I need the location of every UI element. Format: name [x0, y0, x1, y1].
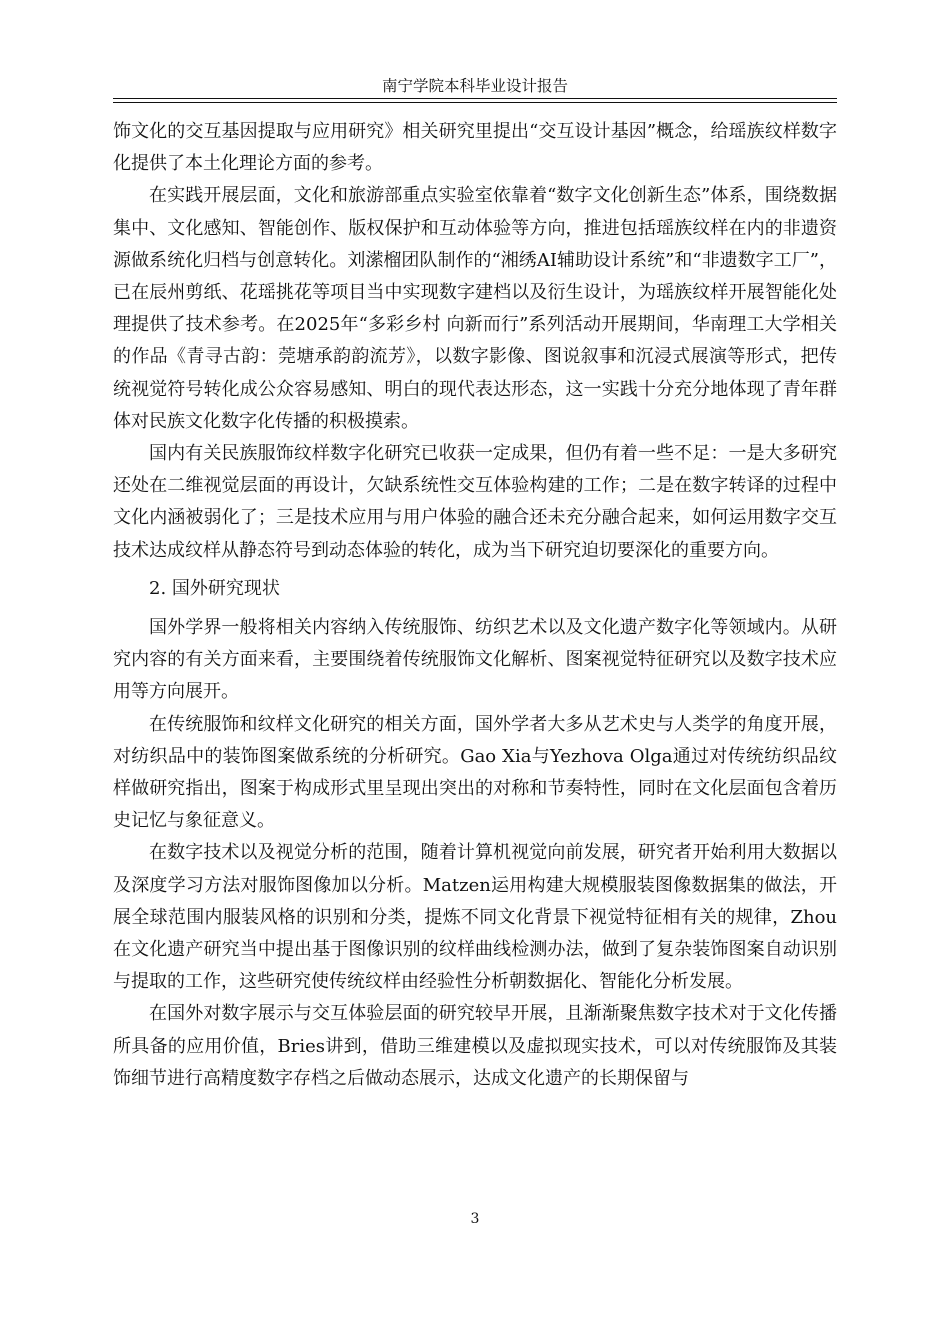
paragraph: 在国外对数字展示与交互体验层面的研究较早开展，且渐渐聚焦数字技术对于文化传播所具备的应用价值，Bries讲到，借助三维建模以及虚拟现实技术，可以对传统服饰及其装饰细节进行高精度数字存档之后做动态展示，达成文化遗产的长期保留与 — [113, 1003, 837, 1089]
page-number: 3 — [470, 1211, 480, 1227]
paragraph: 国内有关民族服饰纹样数字化研究已收获一定成果，但仍有着一些不足：一是大多研究还处在二维视觉层面的再设计，欠缺系统性交互体验构建的工作；二是在数字转译的过程中文化内涵被弱化了；三是技术应用与用户体验的融合还未充分融合起来，如何运用数字交互技术达成纹样从静态符号到动态体验的转化，成为当下研究迫切要深化的重要方向。 — [113, 443, 837, 561]
paragraph: 国外学界一般将相关内容纳入传统服饰、纺织艺术以及文化遗产数字化等领域内。从研究内容的有关方面来看，主要围绕着传统服饰文化解析、图案视觉特征研究以及数字技术应用等方向展开。 — [113, 617, 837, 703]
paragraph: 在实践开展层面，文化和旅游部重点实验室依靠着“数字文化创新生态”体系，围绕数据集中、文化感知、智能创作、版权保护和互动体验等方向，推进包括瑶族纹样在内的非遗资源做系统化归档与创意转化。刘潆榴团队制作的“湘绣AI辅助设计系统”和“非遗数字工厂”，已在辰州剪纸、花瑶挑花等项目当中实现数字建档以及衍生设计，为瑶族纹样开展智能化处理提供了技术参考。在2025年“多彩乡村 向新而行”系列活动开展期间，华南理工大学相关的作品《青寻古韵：莞塘承韵韵流芳》，以数字影像、图说叙事和沉浸式展演等形式，把传统视觉符号转化成公众容易感知、明白的现代表达形态，这一实践十分充分地体现了青年群体对民族文化数字化传播的积极摸索。 — [113, 185, 837, 432]
page-header: 南宁学院本科毕业设计报告 — [381, 77, 568, 95]
header-rule-thick — [113, 98, 837, 99]
paragraph: 在传统服饰和纹样文化研究的相关方面，国外学者大多从艺术史与人类学的角度开展，对纺织品中的装饰图案做系统的分析研究。Gao Xia与Yezhova Olga通过对传统纺织品纹样做研究指出，图案于构成形式里呈现出突出的对称和节奏特性，同时在文化层面包含着历史记忆与象征意义。 — [113, 713, 837, 832]
section-heading: 2. 国外研究现状 — [149, 577, 280, 599]
header-rule-thin — [113, 102, 837, 103]
paragraph: 饰文化的交互基因提取与应用研究》相关研究里提出“交互设计基因”概念，给瑶族纹样数字化提供了本土化理论方面的参考。 — [113, 121, 837, 175]
document-body — [113, 116, 837, 1095]
paragraph: 在数字技术以及视觉分析的范围，随着计算机视觉向前发展，研究者开始利用大数据以及深度学习方法对服饰图像加以分析。Matzen运用构建大规模服装图像数据集的做法，开展全球范围内服装风格的识别和分类，提炼不同文化背景下视觉特征相有关的规律，Zhou在文化遗产研究当中提出基于图像识别的纹样曲线检测办法，做到了复杂装饰图案自动识别与提取的工作，这些研究使传统纹样由经验性分析朝数据化、智能化分析发展。 — [113, 842, 837, 993]
